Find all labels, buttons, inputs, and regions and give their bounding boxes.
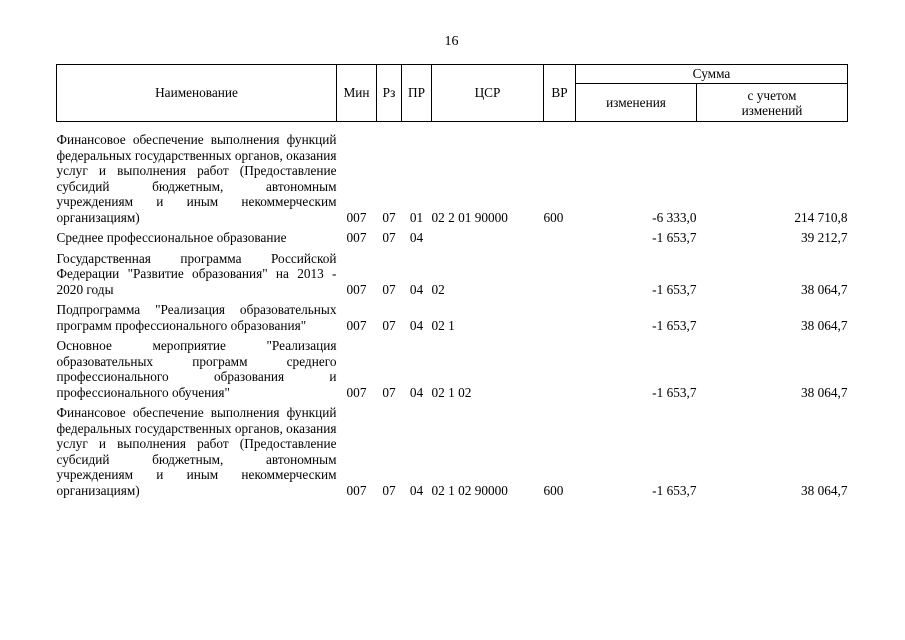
row-change: -1 653,7 — [652, 230, 697, 245]
row-total: 38 064,7 — [800, 281, 848, 297]
header-sum: Сумма — [576, 65, 848, 84]
row-pr: 04 — [409, 281, 424, 297]
budget-table — [56, 64, 848, 503]
row-total: 38 064,7 — [800, 482, 848, 498]
table-row — [57, 122, 848, 231]
row-min: 007 — [346, 281, 367, 297]
row-vr: 600 — [543, 482, 564, 498]
header-min: Мин — [337, 65, 377, 122]
row-change: -1 653,7 — [652, 482, 697, 498]
row-rz: 07 — [382, 209, 396, 225]
page-number: 16 — [444, 34, 459, 49]
row-pr: 04 — [409, 317, 424, 333]
row-name: Подпрограмма "Реализация образовательных программ профессионального образования" — [56, 302, 337, 333]
header-change: изменения — [576, 84, 697, 122]
row-name: Среднее профессиональное образование — [56, 230, 287, 245]
row-name: Основное мероприятие "Реализация образовательных программ среднего профессионального образования и профессионального обучения" — [56, 338, 337, 400]
row-min: 007 — [346, 384, 367, 400]
header-name: Наименование — [57, 65, 337, 122]
row-vr — [544, 302, 576, 338]
row-pr: 04 — [409, 482, 424, 498]
row-min: 007 — [346, 230, 367, 245]
row-pr: 01 — [409, 209, 424, 225]
row-rz: 07 — [382, 384, 396, 400]
header-vr: ВР — [544, 65, 576, 122]
row-csr: 02 2 01 90000 — [431, 209, 508, 225]
header-rz: Рз — [377, 65, 402, 122]
row-csr: 02 1 02 90000 — [431, 482, 508, 498]
row-csr: 02 1 02 — [431, 384, 472, 400]
table-row — [57, 230, 848, 251]
row-min: 007 — [346, 317, 367, 333]
row-csr — [432, 230, 544, 251]
row-pr: 04 — [409, 384, 424, 400]
row-name: Финансовое обеспечение выполнения функций федеральных государственных органов, оказания услуг и выполнения работ (Предоставление субсидий бюджетным, автономным учреждениям и иным некоммерческим организациям) — [56, 132, 337, 225]
row-total: 214 710,8 — [794, 209, 848, 225]
row-csr: 02 1 — [431, 317, 455, 333]
row-vr — [544, 251, 576, 303]
row-rz: 07 — [382, 482, 396, 498]
row-min: 007 — [346, 209, 367, 225]
row-name: Финансовое обеспечение выполнения функций федеральных государственных органов, оказания услуг и выполнения работ (Предоставление субсидий бюджетным, автономным учреждениям и иным некоммерческим организациям) — [56, 405, 337, 498]
row-rz: 07 — [382, 317, 396, 333]
header-pr: ПР — [402, 65, 432, 122]
header-csr: ЦСР — [432, 65, 544, 122]
row-rz: 07 — [382, 281, 396, 297]
row-csr: 02 — [431, 281, 445, 297]
header-with-change — [697, 84, 848, 122]
header-with-change-line2: изменений — [741, 102, 803, 118]
row-rz: 07 — [382, 230, 396, 245]
row-min: 007 — [346, 482, 367, 498]
table-row — [57, 302, 848, 338]
row-total: 38 064,7 — [800, 317, 848, 333]
header-with-change-line1: с учетом — [747, 87, 797, 103]
row-change: -1 653,7 — [652, 384, 697, 400]
row-total: 39 212,7 — [800, 230, 848, 245]
table-row — [57, 338, 848, 405]
row-total: 38 064,7 — [800, 384, 848, 400]
row-name: Государственная программа Российской Федерации "Развитие образования" на 2013 - 2020 годы — [56, 250, 337, 297]
row-pr: 04 — [409, 230, 424, 245]
row-vr: 600 — [543, 209, 564, 225]
table-row — [57, 405, 848, 503]
row-change: -1 653,7 — [652, 281, 697, 297]
row-vr — [544, 230, 576, 251]
row-change: -6 333,0 — [652, 209, 697, 225]
row-change: -1 653,7 — [652, 317, 697, 333]
table-body — [57, 122, 848, 504]
table-row — [57, 251, 848, 303]
row-vr — [544, 338, 576, 405]
